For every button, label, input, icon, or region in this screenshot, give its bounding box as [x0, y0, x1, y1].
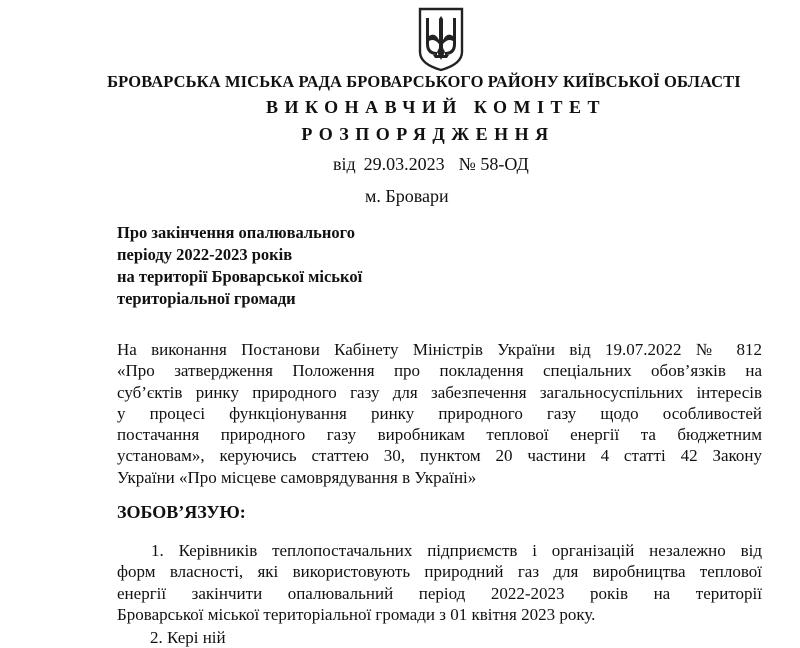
- subject-line: періоду 2022-2023 років: [117, 245, 293, 264]
- document-number: № 58-ОД: [458, 154, 529, 174]
- subject-line: на території Броварської міської: [117, 267, 363, 286]
- document-subject: [117, 222, 362, 310]
- preamble-line: України «Про місцеве самоврядування в Україні»: [117, 467, 477, 487]
- preamble-line: установам», керуючись статтею 30, пунктом 20 частини 4 статті 42 Закону: [117, 446, 762, 466]
- date-number-line: [333, 154, 529, 175]
- subject-line: Про закінчення опалювального: [117, 223, 355, 242]
- point-2-fragment: 2. Кері ній: [150, 628, 226, 647]
- council-name: БРОВАРСЬКА МІСЬКА РАДА БРОВАРСЬКОГО РАЙОНУ КИЇВСЬКОЇ ОБЛАСТІ: [107, 72, 741, 91]
- point-line: Броварської міської територіальної громади з 01 квітня 2023 року.: [117, 604, 596, 624]
- point-line: 1. Керівників теплопостачальних підприємств і організацій незалежно від: [151, 541, 762, 560]
- date-prefix: від: [333, 154, 356, 174]
- oblige-heading: ЗОБОВ’ЯЗУЮ:: [117, 502, 246, 522]
- subject-line: територіальної громади: [117, 289, 296, 308]
- point-line: форм власності, які використовують природний газ для виробництва теплової: [117, 562, 762, 582]
- point-1-paragraph: [117, 540, 762, 625]
- preamble-line: у процесі функціонування ринку природного газу щодо особливостей: [117, 403, 762, 423]
- document-date: 29.03.2023: [363, 154, 445, 174]
- document-type: РОЗПОРЯДЖЕННЯ: [301, 124, 555, 144]
- point-line: енергії закінчити опалювальний період 2022-2023 років на території: [117, 583, 762, 603]
- preamble-paragraph: [117, 339, 762, 488]
- preamble-line: «Про затвердження Положення про покладення спеціальних обов’язків на: [117, 361, 762, 381]
- preamble-line: суб’єктів ринку природного газу для забезпечення загальносуспільних інтересів: [117, 382, 762, 402]
- committee-name: ВИКОНАВЧИЙ КОМІТЕТ: [265, 97, 607, 117]
- document-place: м. Бровари: [365, 186, 449, 206]
- tryzub-emblem-icon: [416, 6, 466, 72]
- preamble-line: постачання природного газу виробникам теплової енергії та бюджетним: [117, 425, 762, 445]
- preamble-line: На виконання Постанови Кабінету Міністрів України від 19.07.2022 № 812: [117, 340, 762, 359]
